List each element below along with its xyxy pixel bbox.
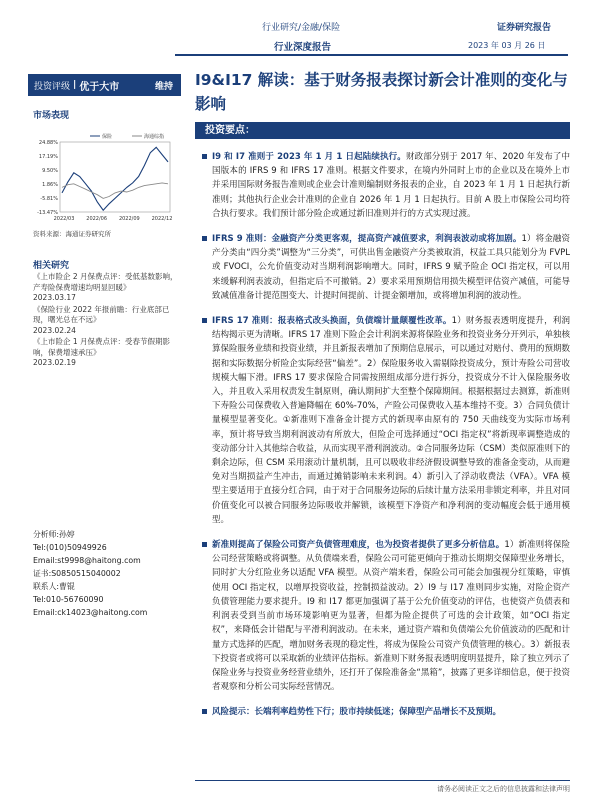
related-item[interactable] [33,305,178,337]
analyst-email[interactable]: Email:st9998@haitong.com [33,556,141,565]
report-category: 行业研究/金融/保险 [262,23,341,33]
market-chart-svg [30,128,180,228]
paragraph-text: 1）财务报表透明度提升，利润结构揭示更为清晰。IFRS 17 准则下险企会计利润来源将保险业务和投资业务分开列示，单独核算保险服务业绩和投资业绩，并且新报表增加了预期信息展示，可以通过对赔付、费用的预期数据和实际数据分析险企实际经营“偏差”。2）保险服务收入需剔除投资成分，预计寿险公司营收规模大幅下滑。IFRS 17 要求保险合同需按照组成部分进行拆分，投资成分不计入保险服务收入，并且收入采用权责发生制原则，确认期间扩大至整个保障期间。根据根据过去测算，新准则下寿险公司保费收入普遍降幅在 60%-70%，产险公司保费收入基本维持不变。3）合同负债计量模型显著变化。①新准则下准备金计提方式的新现率由原有的 750 天曲线变为实际市场利率，预计将导致当期利润波动有所放大，但险企可选择通过“OCI 指定权”将新现率调整造成的变动部分计入其他综合收益，从而实现平滑利润波动。②合同服务边际（CSM）类似原准则下的剩余边际，但 CSM 采用滚动计量机制，且可以吸收非经济假设调整导致的准备金变动，从而避免对当期损益产生冲击，而通过摊销影响未来利润。4）新引入了浮动收费法（VFA）。VFA 模型主要适用于直接分红合同，由于对于合同服务边际的后续计量方法采用非锁定利率，并且对同价值变化可以被合同服务边际吸收并解锁，该模型下净资产和净利润的变动幅度会低于通用模型。 [212,316,570,525]
series-line [62,183,168,199]
y-tick-label: -5.81% [40,196,58,202]
y-tick-label: -13.47% [37,210,58,216]
contact-email[interactable]: Email:ck14023@haitong.com [33,608,148,617]
paragraph [202,150,570,221]
contact-name: 联系人:曹锟 [33,582,75,591]
related-item-date: 2023.02.24 [33,325,76,335]
x-tick-label: 2022/03 [53,216,75,222]
analyst-info [33,528,178,619]
chart-frame [60,142,170,212]
footer-divider [195,780,570,781]
report-date: 2023 年 03 月 26 日 [468,41,546,50]
paragraph [202,538,570,694]
series-line [62,147,168,210]
related-item[interactable] [33,272,178,304]
paragraph-text: 1）将金融资产分类由“四分类”调整为“三分类”，可供出售金融资产分类被取消，权益工具只能划分为 FVPL 或 FVOCI，公允价值变动对当期利润影响增大。同时，IFRS 9 赋予险企 OCI 指定权，可以用来缓解利润表波动，但指定后不可撤销。2）要求采用预期信用损失模型评估资产减值，可能导致减值准备计提范围变大、计提时间提前、计提金额增加，或将增加利润的波动性。 [212,234,570,301]
paragraph-lead: 新准则提高了保险公司资产负债管理难度，也为投资者提供了更多分析信息。 [212,540,505,551]
y-tick-label: 1.86% [42,182,58,188]
paragraph [202,314,570,527]
x-tick-label: 2022/12 [151,216,173,222]
related-item-date: 2023.02.19 [33,358,76,367]
report-title: I9&I17 解读：基于财务报表探讨新会计准则的变化与影响 [195,71,568,113]
paragraph-text: 财政部分别于 2017 年、2020 年发布了中国版本的 IFRS 9 和 IFRS 17 准则。根据文件要求，在境内外同时上市的企业以及在境外上市并采用国际财务报告准则或企业会计准则编制财务报表的企业，自 2023 年 1 月 1 日起执行新准则；其他执行企业会计准则的企业自 2026 年 1 月 1 日起执行。目前 A 股上市保险公司均符合执行要求。我们预计部分险企或通过新旧准则并行的方式实现过渡。 [212,152,570,219]
header-divider [175,54,568,56]
legend-label: 海通综指 [144,134,165,140]
report-type: 行业深度报告 [274,42,332,53]
analyst-name: 分析师:孙婷 [33,530,75,539]
rating-value: 优于大市 [79,81,120,93]
analyst-tel: Tel:(010)50949926 [33,543,107,552]
footer-disclaimer: 请务必阅读正文之后的信息披露和法律声明 [437,785,570,793]
paragraph-lead: IFRS 9 准则：金融资产分类更客观，提高资产减值要求，利润表波动或将加剧。 [212,234,522,245]
paragraph [202,705,570,719]
related-item[interactable] [33,337,178,369]
rating-bar [28,74,181,96]
related-item-text: 《上市险企 1 月保费点评：受春节假期影响，保费增速承压》 [33,337,171,357]
x-tick-label: 2022/06 [86,216,108,222]
x-tick-label: 2022/09 [118,216,140,222]
market-chart [30,128,180,228]
analyst-cert: 证书:S0850515040002 [33,569,121,578]
rating-label: 投资评级 [34,81,71,92]
y-tick-label: 24.88% [38,140,58,146]
legend-label: 保险 [102,134,113,140]
key-points-bar: 投资要点： [195,122,570,139]
rating-separator: | [73,80,77,90]
paragraph-lead: I9 和 I7 准则于 2023 年 1 月 1 日起陆续执行。 [212,152,406,162]
related-item-text: 《上市险企 2 月保费点评：受低基数影响，产寿险保费增速均明显回暖》 [33,272,178,292]
paragraph-lead: IFRS 17 准则：报表格式改头换面，负债端计量颠覆性改革。 [212,316,452,327]
report-body [202,150,570,731]
related-item-date: 2023.03.17 [33,293,76,302]
rating-action: 维持 [154,81,173,92]
related-item-text: 《保险行业 2022 年报前瞻：行业底部已现，曙光总在不远》 [33,304,170,324]
paragraph-text: 1）新准则将保险公司经营策略或将调整。从负债端来看，保险公司可能更倾向于推动长期期交保障型业务增长，同时扩大分红险业务以适配 VFA 模型。从资产端来看，保险公司可能会加强视分红策略，审慎使用 OCI 指定权，以增厚投资收益，控制损益波动。2）I9 与 I17 准则同步实施，对险企资产负债管理能力要求提升。I9 和 I17 都更加强调了基于公允价值变动的评估，也使资产负债表和利润表受到当前市场环境影响更为显著，但都为险企提供了可选的会计政策，如“OCI 指定权”，来降低会计错配与平滑利润波动。在未来，通过资产端和负债端公允价值波动的匹配和计量方式选择的匹配，增加财务表现的稳定性，将成为保险公司资产负债管理的核心。3）新报表下投资者或将可以采取新的业绩评估指标。新准则下财务报表透明度明显提升，除了独立列示了保险业务与投资业务经营业绩外，还打开了保险准备金“黑箱”，披露了更多详细信息，便于投资者观察和分析公司实际经营情况。 [212,540,570,693]
related-label: 相关研究 [33,261,70,271]
related-list [33,272,178,370]
paragraph-lead: 风险提示：长端利率趋势性下行；股市持续低迷；保障型产品增长不及预期。 [212,707,502,718]
market-label: 市场表现 [33,111,70,121]
y-tick-label: 9.50% [42,168,58,174]
report-label: 证券研究报告 [497,23,552,33]
paragraph [202,232,570,303]
contact-tel: Tel:010-56760090 [33,595,104,604]
chart-source: 资料来源：海通证券研究所 [33,230,111,238]
y-tick-label: 17.19% [38,154,58,160]
